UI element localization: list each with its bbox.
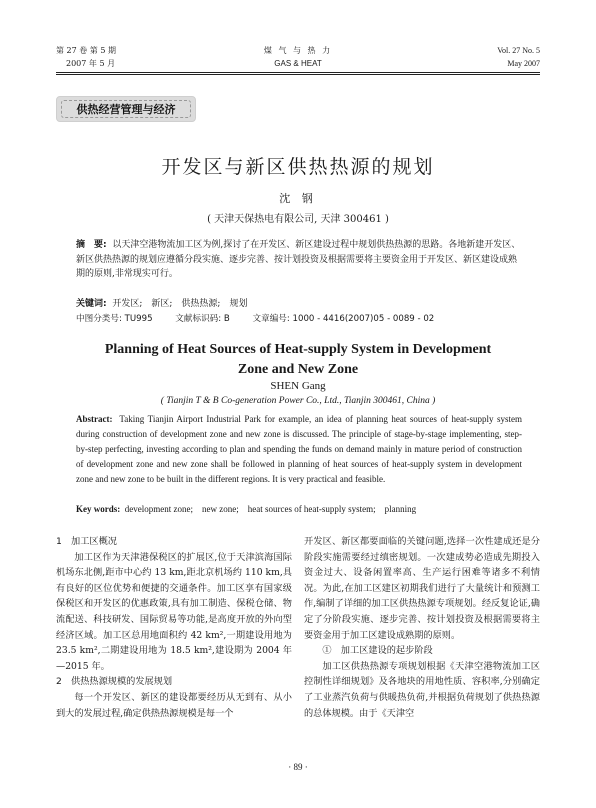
abstract-cn xyxy=(76,238,522,282)
author-cn: 沈 钢 xyxy=(279,192,317,205)
section-heading-1: 1 加工区概况 xyxy=(56,536,117,547)
keywords-cn-label: 关键词: xyxy=(76,299,107,309)
classification-line xyxy=(76,312,522,324)
section-banner xyxy=(56,96,196,122)
abstract-cn-text: 以天津空港物流加工区为例,探讨了在开发区、新区建设过程中规划供热热源的思路。各地新建开发区、新区供热热源的规划应遵循分段实施、逐步完善、按计划投资及根据需要将主要资金用于开发区、新区建设成熟期的原则,非常现实可行。 xyxy=(76,240,521,279)
affiliation-cn: ( 天津天保热电有限公司, 天津 300461 ) xyxy=(207,214,389,225)
subsection-1-paragraph: 加工区供热热源专项规划根据《天津空港物流加工区控制性详细规划》及各地块的用地性质、容积率,分别确定了工业蒸汽负荷与供暖热负荷,并根据负荷规划了供热热源的总体规模。由于《天津空 xyxy=(304,660,540,719)
body-column-right xyxy=(304,534,540,721)
abstract-en xyxy=(76,412,522,487)
abstract-en-text: Taking Tianjin Airport Industrial Park for example, an idea of planning heat sources of heat-supply system during construction of development zone and new zone is discussed. The principle of stage-by-stage implementing, step-by-step perfecting, investing according to plan and spending the funds on demand mainly in mature period of construction of development zone and new zone shall be followed in planning of heat sources of heat-supply system in development zone and new zone to be built in the different regions. It is very practical and feasible. xyxy=(76,414,523,484)
article-title-en xyxy=(0,340,596,380)
keywords-en xyxy=(76,502,522,515)
abstract-cn-label: 摘 要: xyxy=(76,240,107,250)
affiliation-en: ( Tianjin T & B Co-generation Power Co., Ltd., Tianjin 300461, China ) xyxy=(160,396,436,406)
volume-issue-en: Vol. 27 No. 5 xyxy=(497,46,540,55)
abstract-en-label: Abstract: xyxy=(76,414,113,424)
document-code: 文献标识码: B xyxy=(175,314,230,324)
keywords-en-label: Key words: xyxy=(76,504,121,514)
article-title-cn: 开发区与新区供热热源的规划 xyxy=(161,156,435,178)
journal-name-cn: 煤 气 与 热 力 xyxy=(263,46,333,55)
article-number: 文章编号: 1000 - 4416(2007)05 - 0089 - 02 xyxy=(252,314,435,324)
body-column-left xyxy=(56,534,292,721)
journal-name-en: GAS & HEAT xyxy=(274,59,322,68)
header-rule-second xyxy=(56,74,540,75)
date-cn: 2007 年 5 月 xyxy=(66,59,116,68)
continued-paragraph: 开发区、新区都要面临的关键问题,选择一次性建成还是分阶段实施需要经过缜密规划。一次建成势必造成先期投入资金过大、设备闲置率高、生产运行困难等诸多不利情况。为此,在加工区建区初期我们进行了大量统计和预测工作,编制了详细的加工区供热热源专项规划。经反复论证,确定了分阶段实施、逐步完善、按计划投资及根据需要将主要资金用于加工区建设成熟期的原则。 xyxy=(304,536,540,641)
clc-number: 中图分类号: TU995 xyxy=(76,314,153,324)
section-2-paragraph: 每一个开发区、新区的建设都要经历从无到有、从小到大的发展过程,确定供热热源规模是每一个 xyxy=(56,691,292,719)
header-rule xyxy=(56,72,540,73)
page-number: · 89 · xyxy=(288,762,308,772)
keywords-cn-text: 开发区; 新区; 供热热源; 规划 xyxy=(112,299,248,309)
volume-issue-cn: 第 27 卷 第 5 期 xyxy=(56,46,116,55)
keywords-cn xyxy=(76,296,522,309)
article-title-en-line2: Zone and New Zone xyxy=(237,362,359,377)
date-en: May 2007 xyxy=(507,59,540,68)
section-banner-label: 供热经营管理与经济 xyxy=(76,103,176,116)
author-en: SHEN Gang xyxy=(270,380,326,392)
keywords-en-text: development zone; new zone; heat sources of heat-supply system; planning xyxy=(124,504,417,514)
article-title-en-line1: Planning of Heat Sources of Heat-supply System in Development xyxy=(104,342,492,357)
section-1-paragraph: 加工区作为天津港保税区的扩展区,位于天津滨海国际机场东北侧,距市中心约 13 km,距北京机场约 110 km,具有良好的区位优势和便捷的交通条件。加工区享有国家级保税区和开发区的优惠政策,具有加工制造、保税仓储、物流配送、科技研发、国际贸易等功能,是高度开放的外向型经济区域。加工区总用地面积约 42 km²,一期建设用地为 23.5 km²,二期建设用地为 18.5 km²,建设期为 2004 年—2015 年。 xyxy=(56,551,292,672)
subsection-heading-1: ① 加工区建设的起步阶段 xyxy=(322,645,433,657)
section-heading-2: 2 供热热源规模的发展规划 xyxy=(56,676,173,688)
header-right xyxy=(497,44,540,70)
